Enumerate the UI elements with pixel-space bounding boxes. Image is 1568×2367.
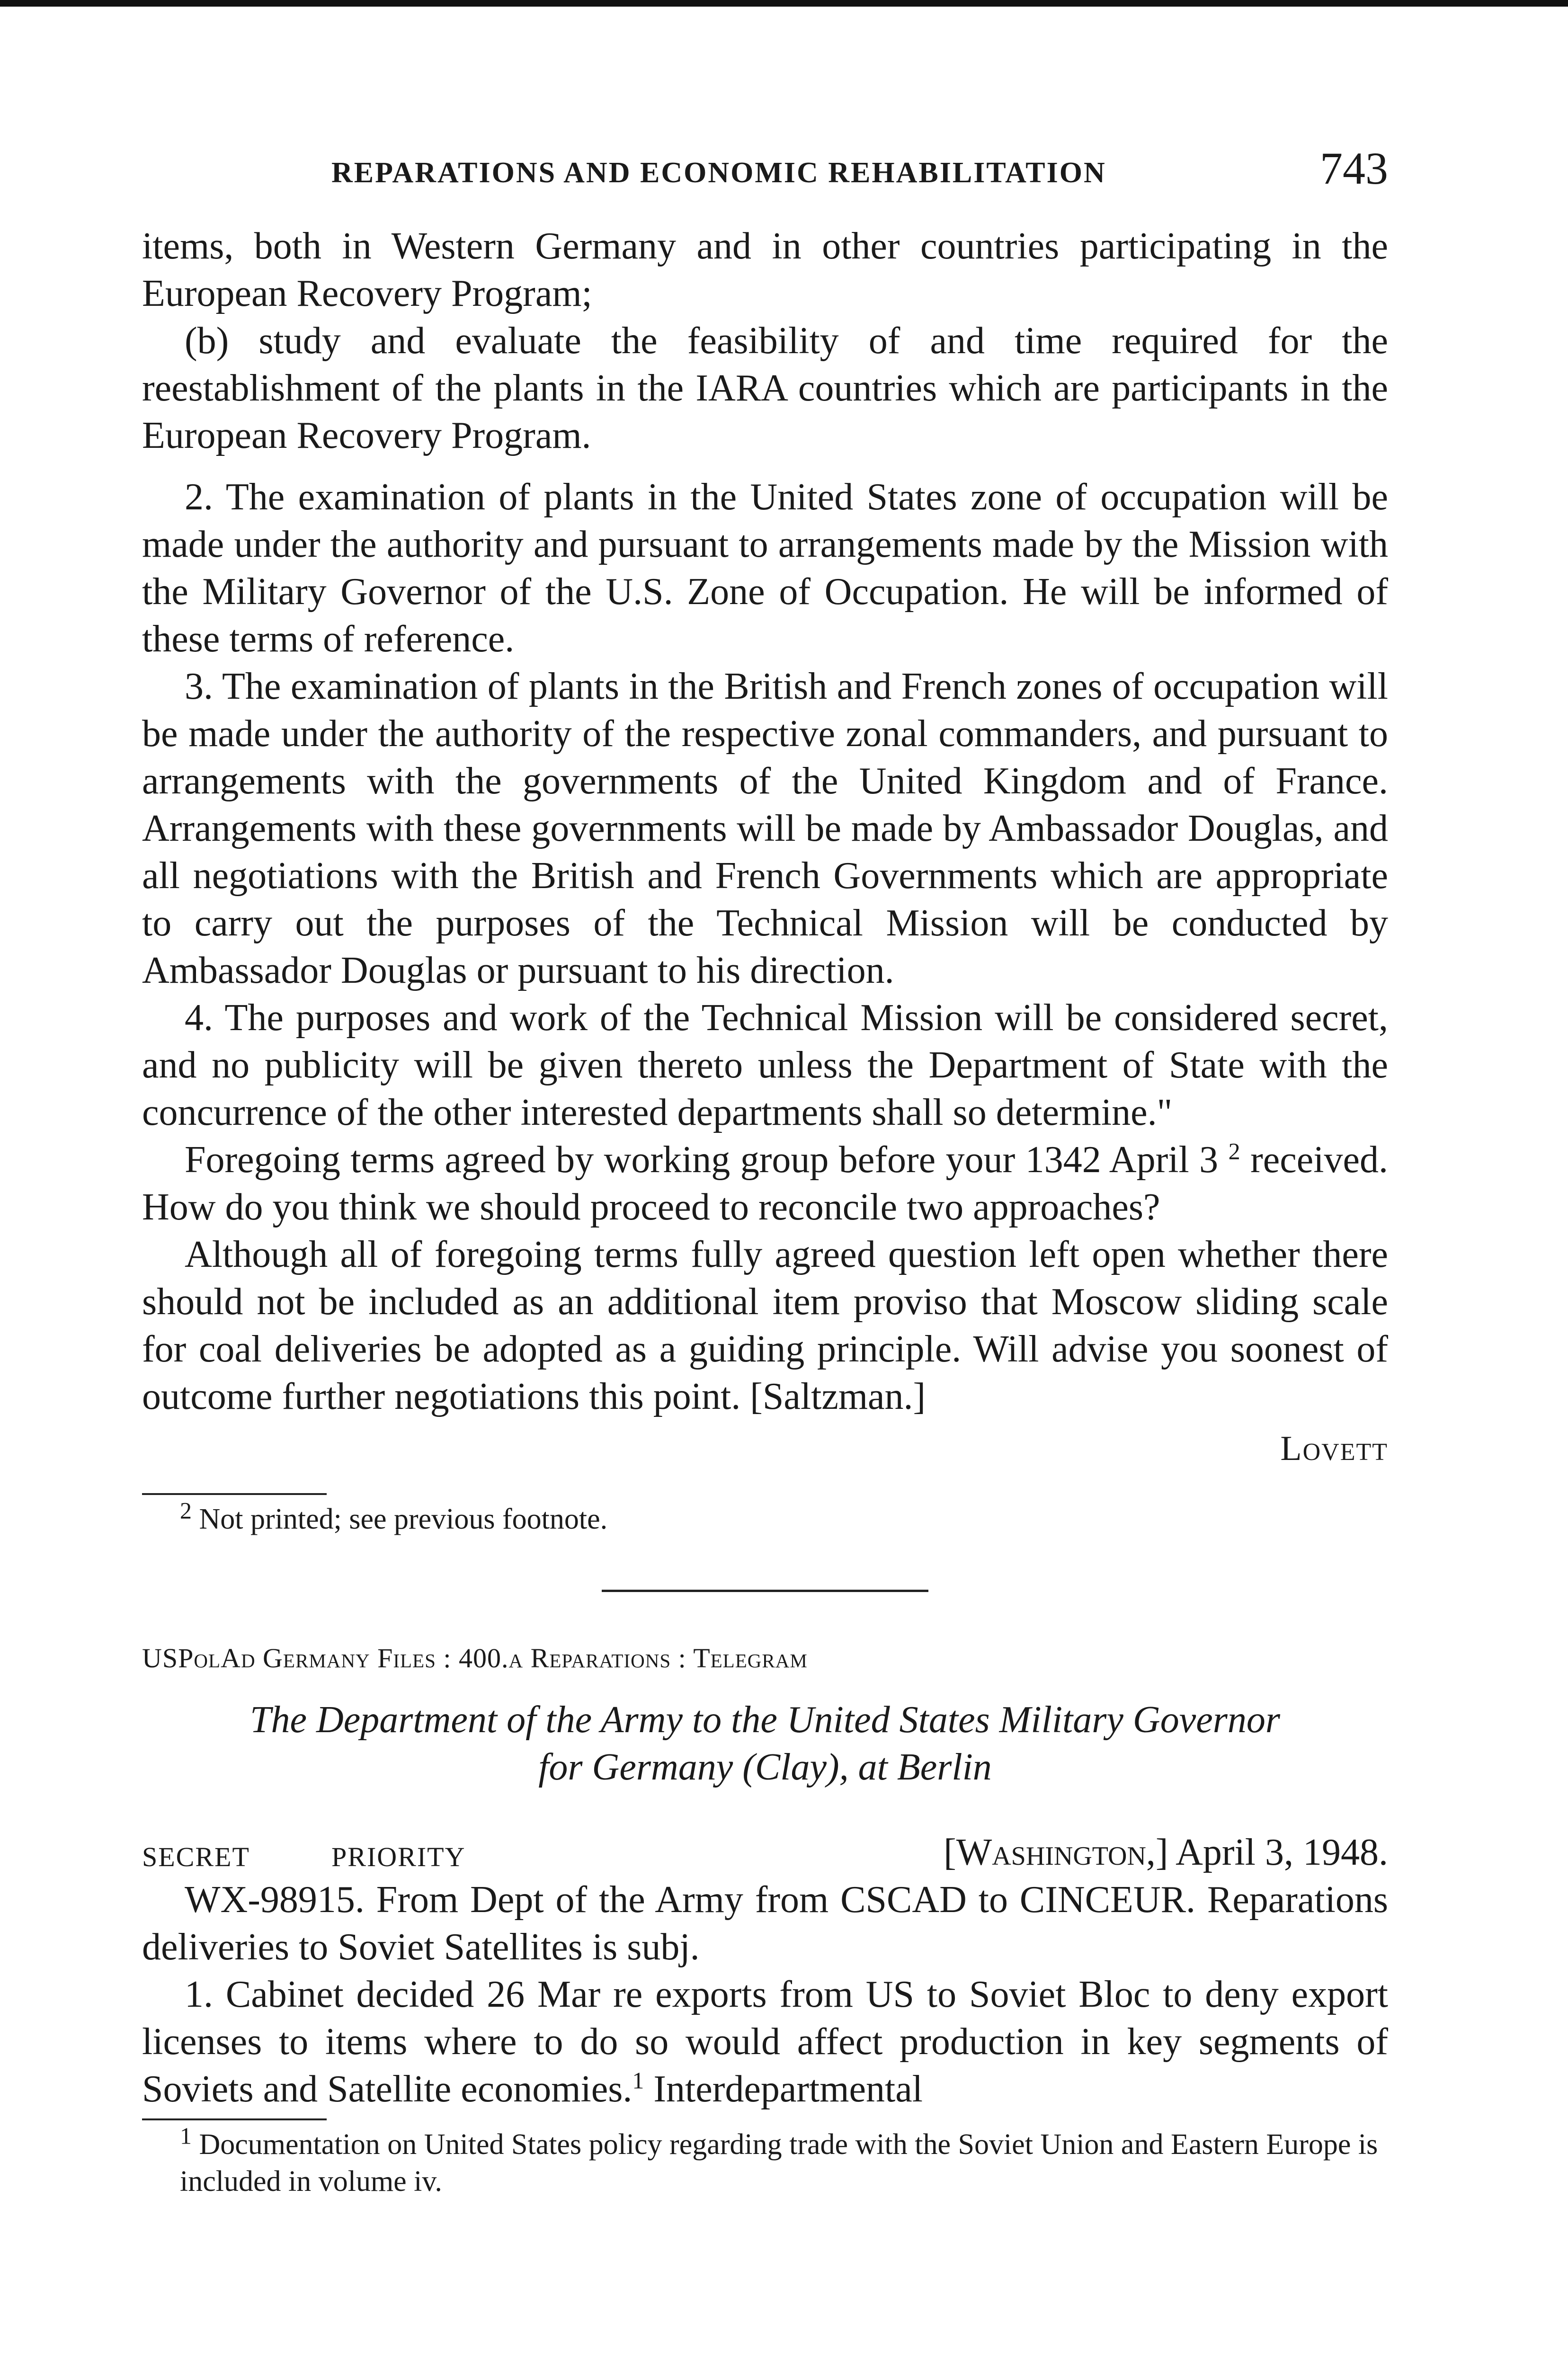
telegram-paragraph-2-rest: Interdepartmental (644, 2068, 923, 2110)
date: April 3, 1948. (1176, 1832, 1388, 1873)
telegram-paragraph-2-text: 1. Cabinet decided 26 Mar re exports from US to Soviet Bloc to deny export licenses to items where to do so would affect production in key segments of Soviets and Satellite economies. (142, 1974, 1388, 2110)
place-date (944, 1829, 1388, 1876)
body-text (142, 222, 1388, 2200)
paragraph-item-b: (b) study and evaluate the feasibility of and time required for the reestablishment of the plants in the IARA countries which are participants in the European Recovery Program. (142, 320, 1388, 456)
telegram-paragraph-1: WX-98915. From Dept of the Army from CSCAD to CINCEUR. Reparations deliveries to Soviet Satellites is subj. (142, 1879, 1388, 1968)
footnote-marker-1: 1 (180, 2122, 192, 2149)
paragraph-foregoing-text: Foregoing terms agreed by working group before your 1342 April 3 (185, 1139, 1219, 1181)
document-title (142, 1696, 1388, 1791)
footnote-2 (180, 1497, 1388, 1538)
running-head (142, 142, 1388, 199)
page-number: 743 (1320, 143, 1388, 194)
paragraph-item-3: 3. The examination of plants in the British and French zones of occupation will be made under the authority of the respective zonal commanders, and pursuant to arrangements with the governments of the United Kingdom and of France. Arrangements with these governments will be made by Ambassador Douglas, and all negotiations with the British and French Governments which are appropriate to carry out the purposes of the Technical Mission will be conducted by Ambassador Douglas or pursuant to his direction. (142, 666, 1388, 991)
paragraph-item-4: 4. The purposes and work of the Technical Mission will be considered secret, and no publicity will be given thereto unless the Department of State with the concurrence of the other interested departments shall so determine." (142, 997, 1388, 1133)
paragraph-foregoing-terms (142, 1136, 1388, 1231)
footnote-marker: 2 (180, 1497, 192, 1524)
footnote-ref-1: 1 (632, 2067, 644, 2094)
place: [Washington,] (944, 1832, 1168, 1873)
footnote-1 (180, 2122, 1388, 2200)
document-title-line-1: The Department of the Army to the United States Military Governor (250, 1699, 1280, 1741)
section-divider (602, 1590, 928, 1592)
footnote-1-text: Documentation on United States policy regarding trade with the Soviet Union and Eastern Europe is included in volume iv. (180, 2128, 1378, 2198)
footnote-ref-2: 2 (1228, 1138, 1240, 1165)
paragraph-continuation: items, both in Western Germany and in other countries participating in the European Recovery Program; (142, 225, 1388, 314)
paragraph-item-2: 2. The examination of plants in the United States zone of occupation will be made under the authority and pursuant to arrangements made by the Mission with the Military Governor of the U.S. Zone of Occupation. He will be informed of these terms of reference. (142, 476, 1388, 660)
running-title: REPARATIONS AND ECONOMIC REHABILITATION (331, 157, 1106, 189)
paragraph-although: Although all of foregoing terms fully agreed question left open whether there should not be included as an additional item proviso that Moscow sliding scale for coal deliveries be adopted as a guiding principle. Will advise you soonest of outcome further negotiations this point. [Saltzman.] (142, 1234, 1388, 1417)
footnote-rule-bottom (142, 2118, 327, 2120)
footnote-rule (142, 1493, 327, 1495)
footnote-text: Not printed; see previous footnote. (199, 1503, 608, 1535)
file-reference: USPolAd Germany Files : 400.a Reparations : Telegram (142, 1643, 808, 1673)
classification-label: SECRET (142, 1842, 250, 1872)
signature: Lovett (1280, 1429, 1388, 1468)
paragraph-foregoing-rest: received. How do you think we should proceed to reconcile two approaches? (142, 1139, 1389, 1228)
telegram-paragraph-2 (142, 1971, 1388, 2113)
precedence-label: PRIORITY (331, 1842, 466, 1872)
dateline (142, 1829, 1388, 1876)
document-title-line-2: for Germany (Clay), at Berlin (538, 1746, 992, 1788)
top-border-rule (0, 0, 1568, 7)
